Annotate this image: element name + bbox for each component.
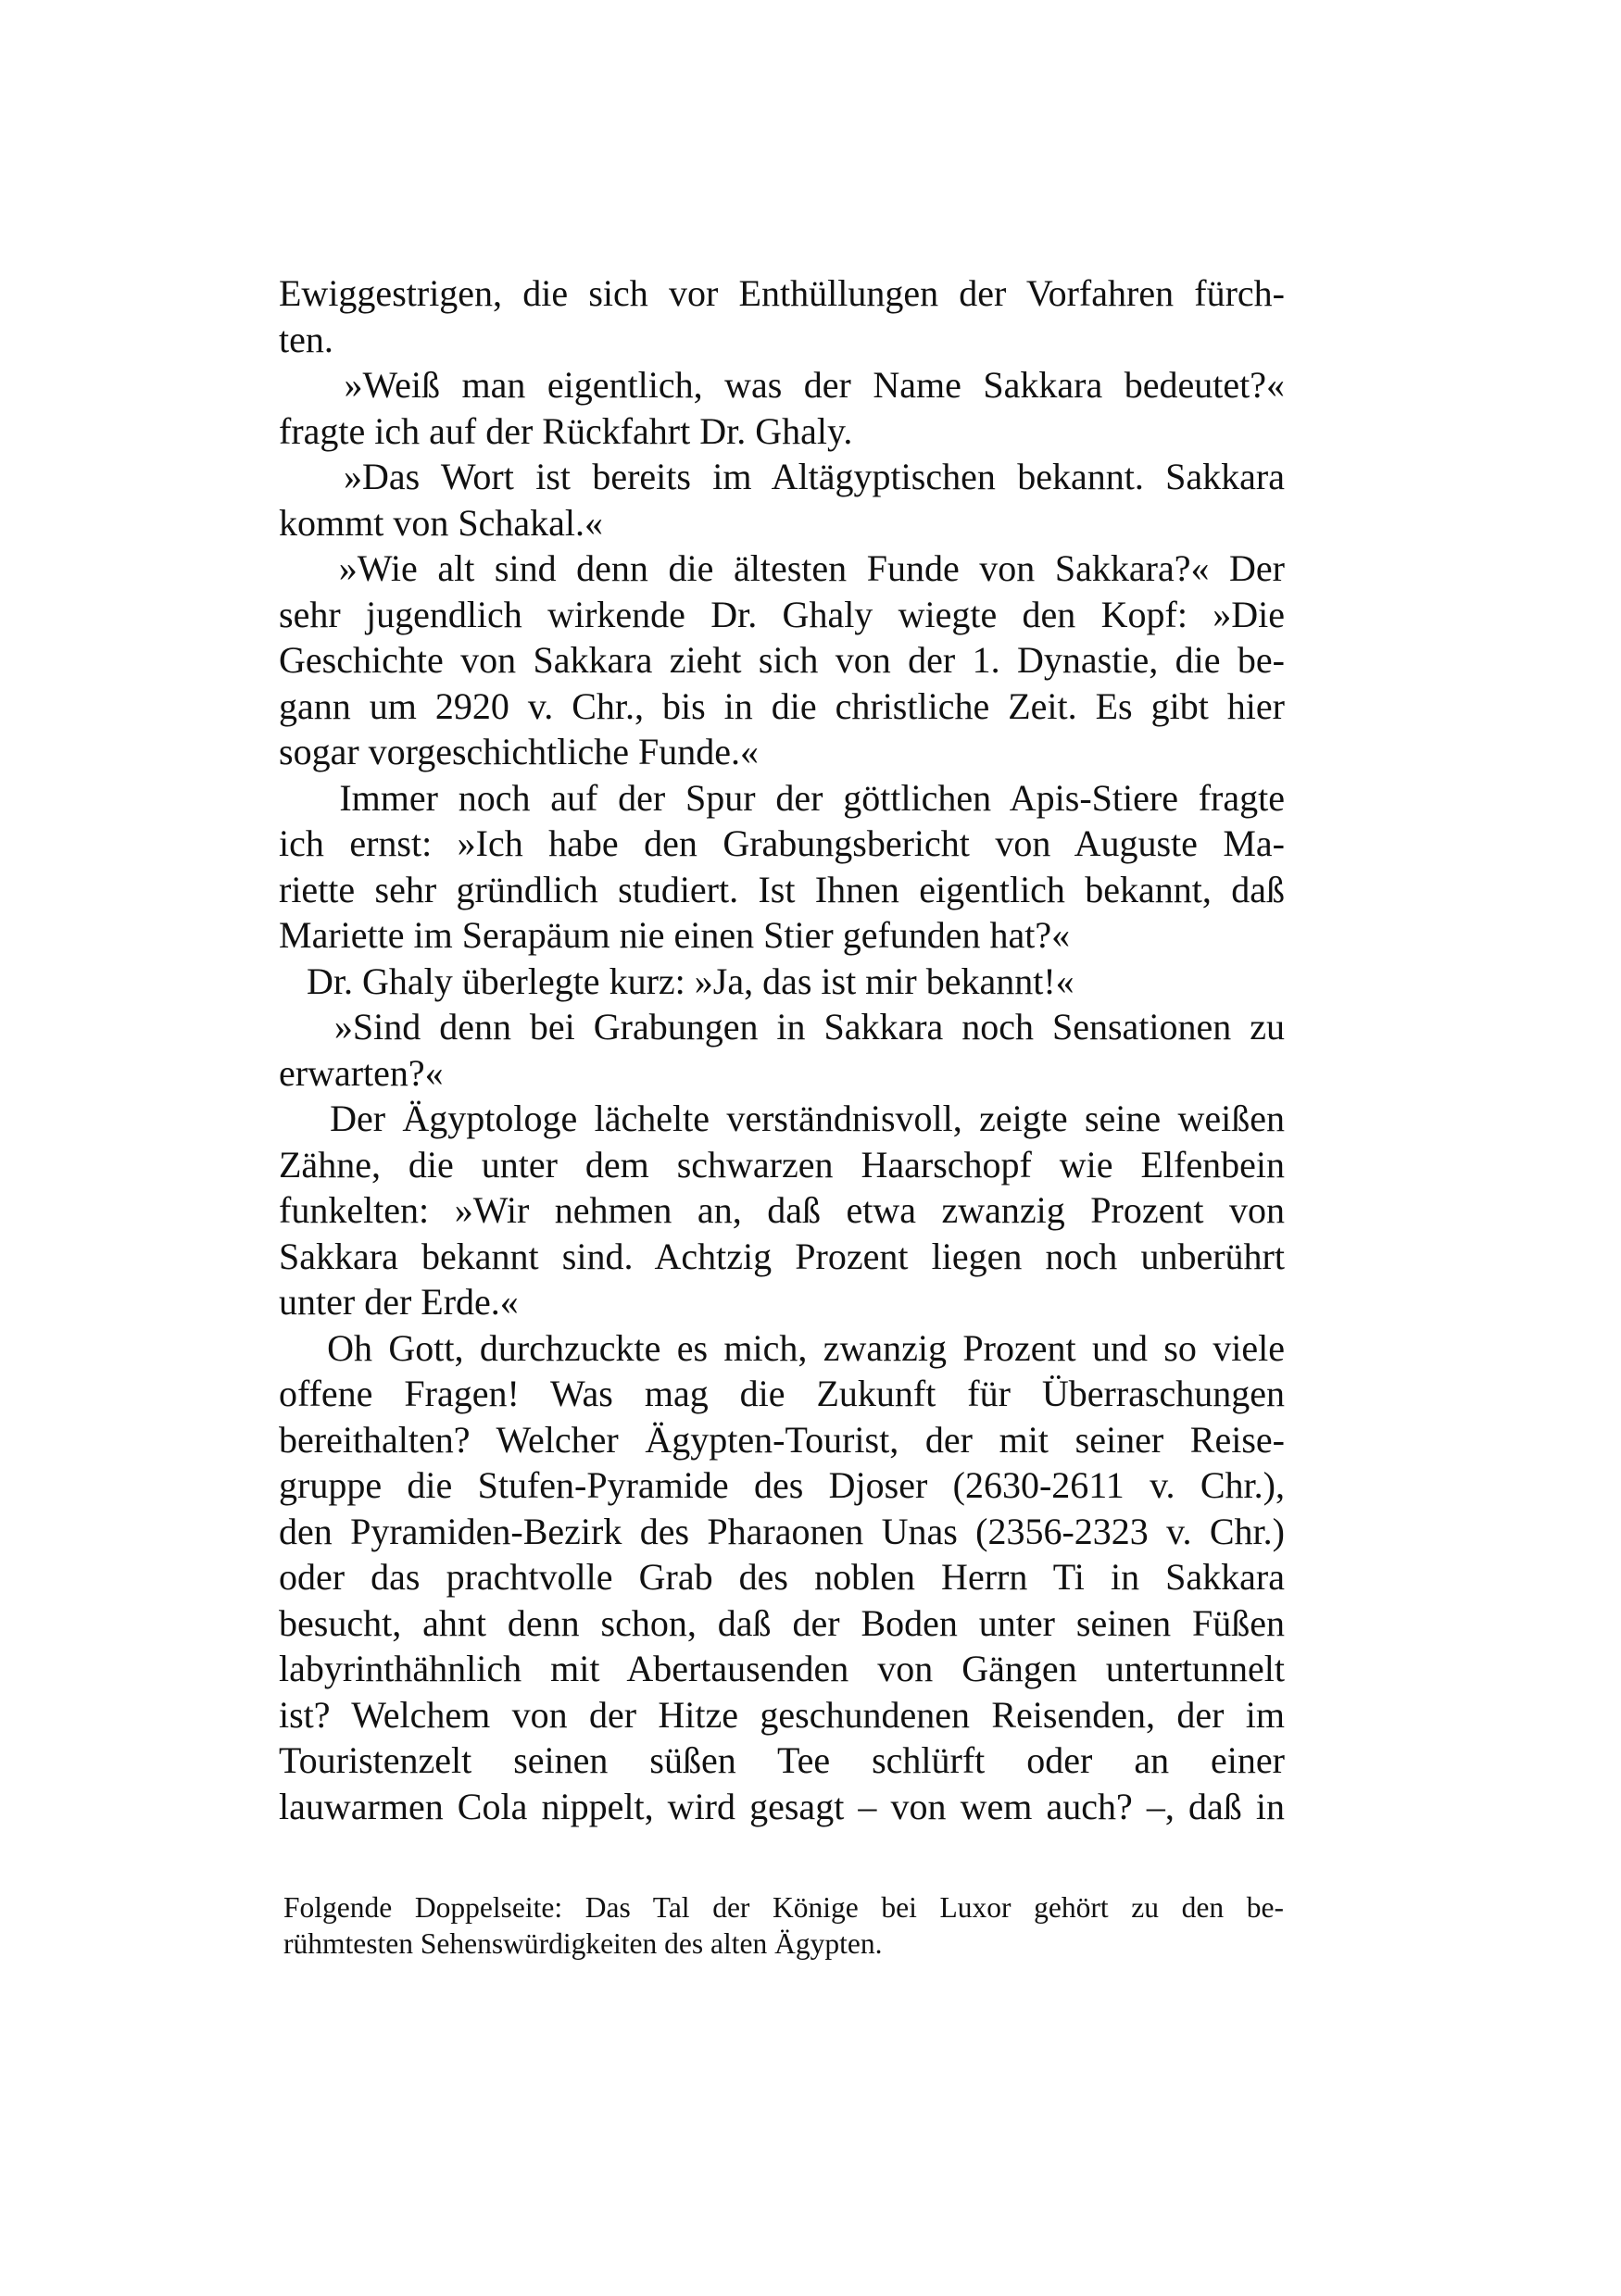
- text-line: kommt von Schakal.«: [279, 501, 603, 544]
- text-line: Geschichte von Sakkara zieht sich von der 1. Dynastie, die be-: [279, 639, 1285, 681]
- text-line: funkelten: »Wir nehmen an, daß etwa zwanzig Prozent von: [279, 1189, 1285, 1231]
- text-line: Immer noch auf der Spur der göttlichen Apis-Stiere fragte: [279, 776, 1285, 819]
- text-line: labyrinthähnlich mit Abertausenden von Gängen untertunnelt: [279, 1648, 1285, 1689]
- text-line: Dr. Ghaly überlegte kurz: »Ja, das ist mir bekannt!«: [279, 960, 1074, 1002]
- text-line: Der Ägyptologe lächelte verständnisvoll, zeigte seine weißen: [279, 1098, 1285, 1139]
- text-line: »Wie alt sind denn die ältesten Funde von Sakkara?« Der: [279, 547, 1285, 589]
- text-line: »Sind denn bei Grabungen in Sakkara noch Sensationen zu: [279, 1006, 1285, 1048]
- text-line: riette sehr gründlich studiert. Ist Ihnen eigentlich bekannt, daß: [279, 868, 1285, 910]
- text-line: ist? Welchem von der Hitze geschundenen Reisenden, der im: [279, 1693, 1285, 1736]
- text-line: erwarten?«: [279, 1051, 444, 1094]
- text-line: Oh Gott, durchzuckte es mich, zwanzig Prozent und so viele: [279, 1326, 1285, 1369]
- text-line: gann um 2920 v. Chr., bis in die christliche Zeit. Es gibt hier: [279, 684, 1285, 727]
- text-line: Sakkara bekannt sind. Achtzig Prozent liegen noch unberührt: [279, 1235, 1285, 1277]
- text-line: »Weiß man eigentlich, was der Name Sakkara bedeutet?«: [279, 364, 1285, 406]
- text-line: »Das Wort ist bereits im Altägyptischen bekannt. Sakkara: [279, 456, 1285, 497]
- text-line: unter der Erde.«: [279, 1281, 519, 1323]
- caption-line: rühmtesten Sehenswürdigkeiten des alten Ägypten.: [283, 1927, 883, 1960]
- figure-caption: [283, 1889, 1284, 1962]
- text-line: Touristenzelt seinen süßen Tee schlürft oder an einer: [279, 1739, 1285, 1781]
- caption-line: Folgende Doppelseite: Das Tal der Könige bei Luxor gehört zu den be-: [283, 1891, 1284, 1924]
- text-line: ich ernst: »Ich habe den Grabungsbericht von Auguste Ma-: [279, 822, 1285, 864]
- body-text: [279, 270, 1285, 1829]
- text-line: fragte ich auf der Rückfahrt Dr. Ghaly.: [279, 409, 853, 452]
- text-line: besucht, ahnt denn schon, daß der Boden unter seinen Füßen: [279, 1601, 1285, 1644]
- text-line: Mariette im Serapäum nie einen Stier gefunden hat?«: [279, 914, 1071, 956]
- text-line: Zähne, die unter dem schwarzen Haarschopf wie Elfenbein: [279, 1143, 1285, 1186]
- text-line: oder das prachtvolle Grab des noblen Herrn Ti in Sakkara: [279, 1556, 1285, 1598]
- text-line: bereithalten? Welcher Ägypten-Tourist, der mit seiner Reise-: [279, 1418, 1285, 1461]
- text-line: den Pyramiden-Bezirk des Pharaonen Unas (2356-2323 v. Chr.): [279, 1510, 1285, 1552]
- text-line: sehr jugendlich wirkende Dr. Ghaly wiegte den Kopf: »Die: [279, 593, 1285, 635]
- text-line: Ewiggestrigen, die sich vor Enthüllungen der Vorfahren fürch-: [279, 272, 1285, 314]
- text-line: gruppe die Stufen-Pyramide des Djoser (2630-2611 v. Chr.),: [279, 1464, 1285, 1506]
- text-line: ten.: [279, 318, 333, 360]
- text-line: lauwarmen Cola nippelt, wird gesagt – von wem auch? –, daß in: [279, 1785, 1285, 1827]
- text-line: sogar vorgeschichtliche Funde.«: [279, 731, 760, 772]
- text-line: offene Fragen! Was mag die Zukunft für Überraschungen: [279, 1373, 1285, 1414]
